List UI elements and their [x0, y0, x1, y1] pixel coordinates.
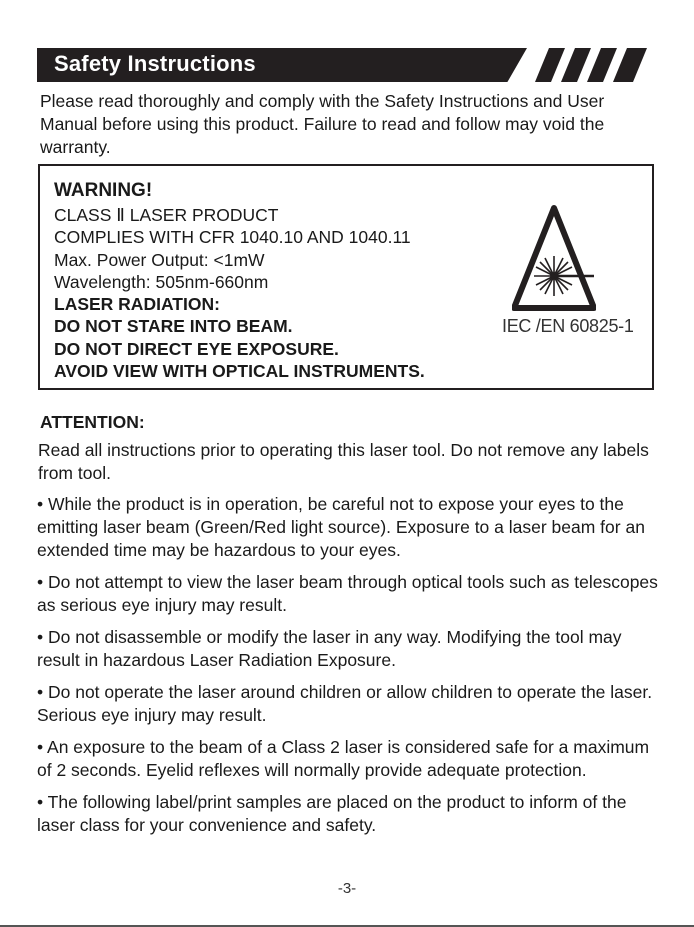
warning-line-class: CLASS Ⅱ LASER PRODUCT: [54, 205, 279, 225]
intro-paragraph: Please read thoroughly and comply with the Safety Instructions and User Manual before using this product. Failure to read and follow may void the warranty.: [40, 91, 605, 157]
warning-line-optical: AVOID VIEW WITH OPTICAL INSTRUMENTS.: [54, 361, 425, 382]
attention-text: Read all instructions prior to operating this laser tool. Do not remove any labels from tool.: [38, 440, 649, 483]
standard-label: IEC /EN 60825-1: [502, 316, 634, 336]
list-item: • Do not operate the laser around children or allow children to operate the laser. Serious eye injury may result.: [37, 682, 653, 725]
header-stripes: [527, 48, 649, 82]
warning-line-compliance: COMPLIES WITH CFR 1040.10 AND 1040.11: [54, 227, 411, 248]
laser-warning-triangle-icon: [512, 204, 596, 314]
warning-text: [54, 178, 425, 382]
safety-bullet-list: [37, 493, 667, 846]
page-number: -3-: [337, 880, 357, 897]
section-header: [37, 48, 649, 82]
list-item: • While the product is in operation, be careful not to expose your eyes to the emitting laser beam (Green/Red light source). Exposure to a laser beam for an extended time may be hazardous to your eyes.: [37, 494, 645, 560]
list-item: • Do not attempt to view the laser beam through optical tools such as telescopes as serious eye injury may result.: [37, 572, 658, 615]
warning-line-radiation: LASER RADIATION:: [54, 294, 220, 315]
attention-title: ATTENTION:: [40, 412, 145, 432]
warning-title: WARNING!: [54, 180, 153, 201]
page-title: Safety Instructions: [54, 51, 256, 76]
warning-line-exposure: DO NOT DIRECT EYE EXPOSURE.: [54, 338, 339, 359]
warning-line-power: Max. Power Output: <1mW: [54, 249, 265, 270]
list-item: • Do not disassemble or modify the laser in any way. Modifying the tool may result in hazardous Laser Radiation Exposure.: [37, 627, 622, 670]
list-item: • The following label/print samples are placed on the product to inform of the laser class for your convenience and safety.: [37, 792, 627, 835]
warning-line-wavelength: Wavelength: 505nm-660nm: [54, 271, 269, 292]
warning-line-stare: DO NOT STARE INTO BEAM.: [54, 316, 293, 337]
warning-box: [38, 164, 654, 390]
list-item: • An exposure to the beam of a Class 2 laser is considered safe for a maximum of 2 seconds. Eyelid reflexes will normally provide adequate protection.: [37, 737, 650, 780]
